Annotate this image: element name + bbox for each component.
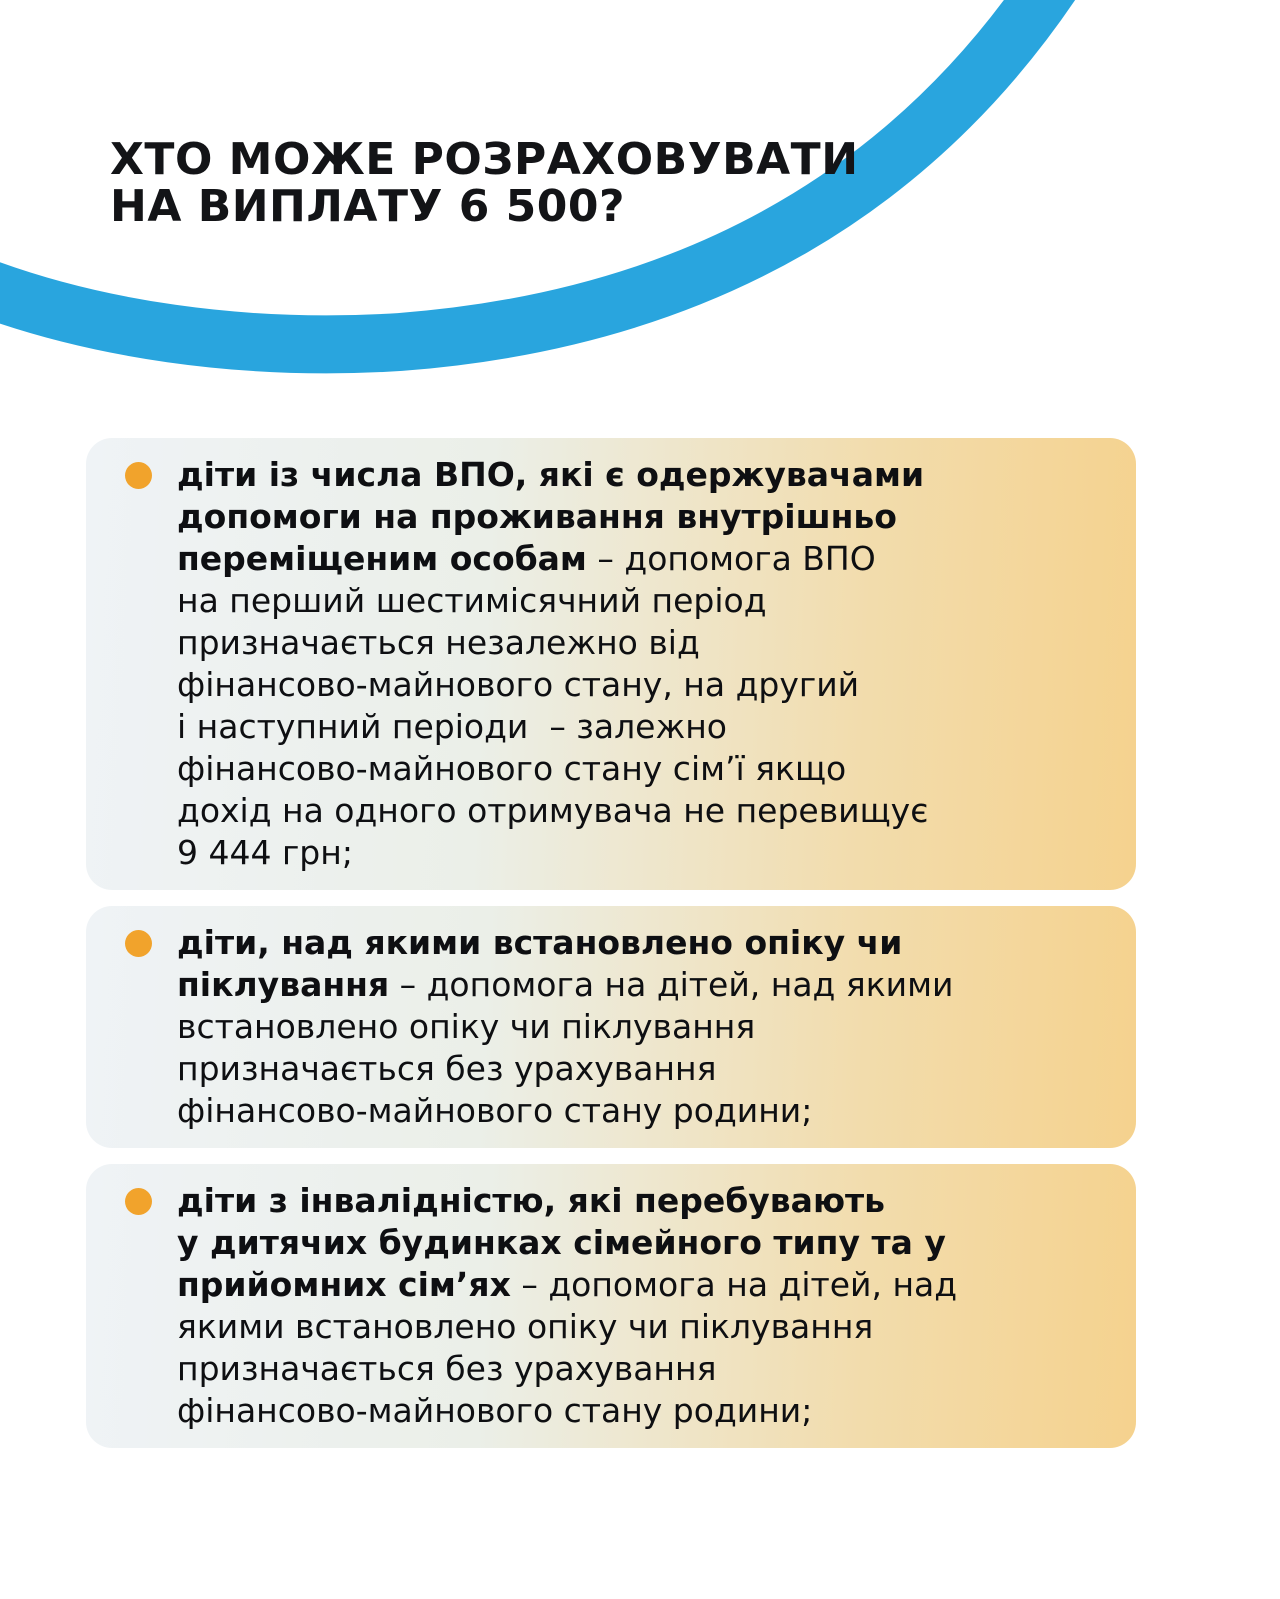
bullet-dot-icon [125,462,152,489]
text-line [177,622,928,664]
text-line [177,1048,953,1090]
text-line [177,1348,957,1390]
text-line [177,1306,957,1348]
page-title-line-1: ХТО МОЖЕ РОЗРАХОВУВАТИ [110,134,859,186]
text-line [177,832,928,874]
text-segment: фінансово-майнового стану, на другий [177,665,860,704]
text-line [177,964,953,1006]
text-segment-bold: допомоги на проживання внутрішньо [177,497,897,536]
text-line [177,580,928,622]
text-segment: призначається без урахування [177,1349,717,1388]
text-line [177,454,928,496]
page-title [110,134,859,233]
page-title-line-2: НА ВИПЛАТУ 6 500? [110,181,626,233]
text-line [177,748,928,790]
text-segment: 9 444 грн; [177,833,353,872]
text-line [177,922,953,964]
text-segment: встановлено опіку чи піклування [177,1007,756,1046]
text-segment: – допомога на дітей, над [510,1265,958,1304]
text-segment-bold: діти, над якими встановлено опіку чи [177,923,903,962]
text-segment-bold: прийомних сім’ях [177,1265,511,1304]
text-segment: – допомога на дітей, над якими [389,965,954,1004]
text-line [177,538,928,580]
text-segment: призначається незалежно від [177,623,700,662]
text-line [177,664,928,706]
text-line [177,1090,953,1132]
text-segment: на перший шестимісячний період [177,581,767,620]
card-text [177,454,928,874]
benefit-card [86,1164,1136,1448]
text-line [177,1264,957,1306]
text-segment: якими встановлено опіку чи піклування [177,1307,874,1346]
card-text [177,922,953,1132]
text-segment: фінансово-майнового стану родини; [177,1091,813,1130]
text-line [177,1222,957,1264]
cards-container [86,438,1136,1448]
text-segment: дохід на одного отримувача не перевищує [177,791,929,830]
text-segment: фінансово-майнового стану родини; [177,1391,813,1430]
text-segment: призначається без урахування [177,1049,717,1088]
text-line [177,1006,953,1048]
text-segment: і наступний періоди – залежно [177,707,727,746]
text-segment-bold: у дитячих будинках сімейного типу та у [177,1223,946,1262]
benefit-card [86,906,1136,1148]
text-segment-bold: діти з інвалідністю, які перебувають [177,1181,886,1220]
text-line [177,706,928,748]
bullet-dot-icon [125,1188,152,1215]
text-segment: фінансово-майнового стану сім’ї якщо [177,749,847,788]
text-segment-bold: переміщеним особам [177,539,587,578]
card-text [177,1180,957,1432]
text-segment-bold: піклування [177,965,390,1004]
text-segment-bold: діти із числа ВПО, які є одержувачами [177,455,925,494]
bullet-dot-icon [125,930,152,957]
text-line [177,1390,957,1432]
text-line [177,1180,957,1222]
text-segment: – допомога ВПО [586,539,876,578]
text-line [177,790,928,832]
text-line [177,496,928,538]
benefit-card [86,438,1136,890]
